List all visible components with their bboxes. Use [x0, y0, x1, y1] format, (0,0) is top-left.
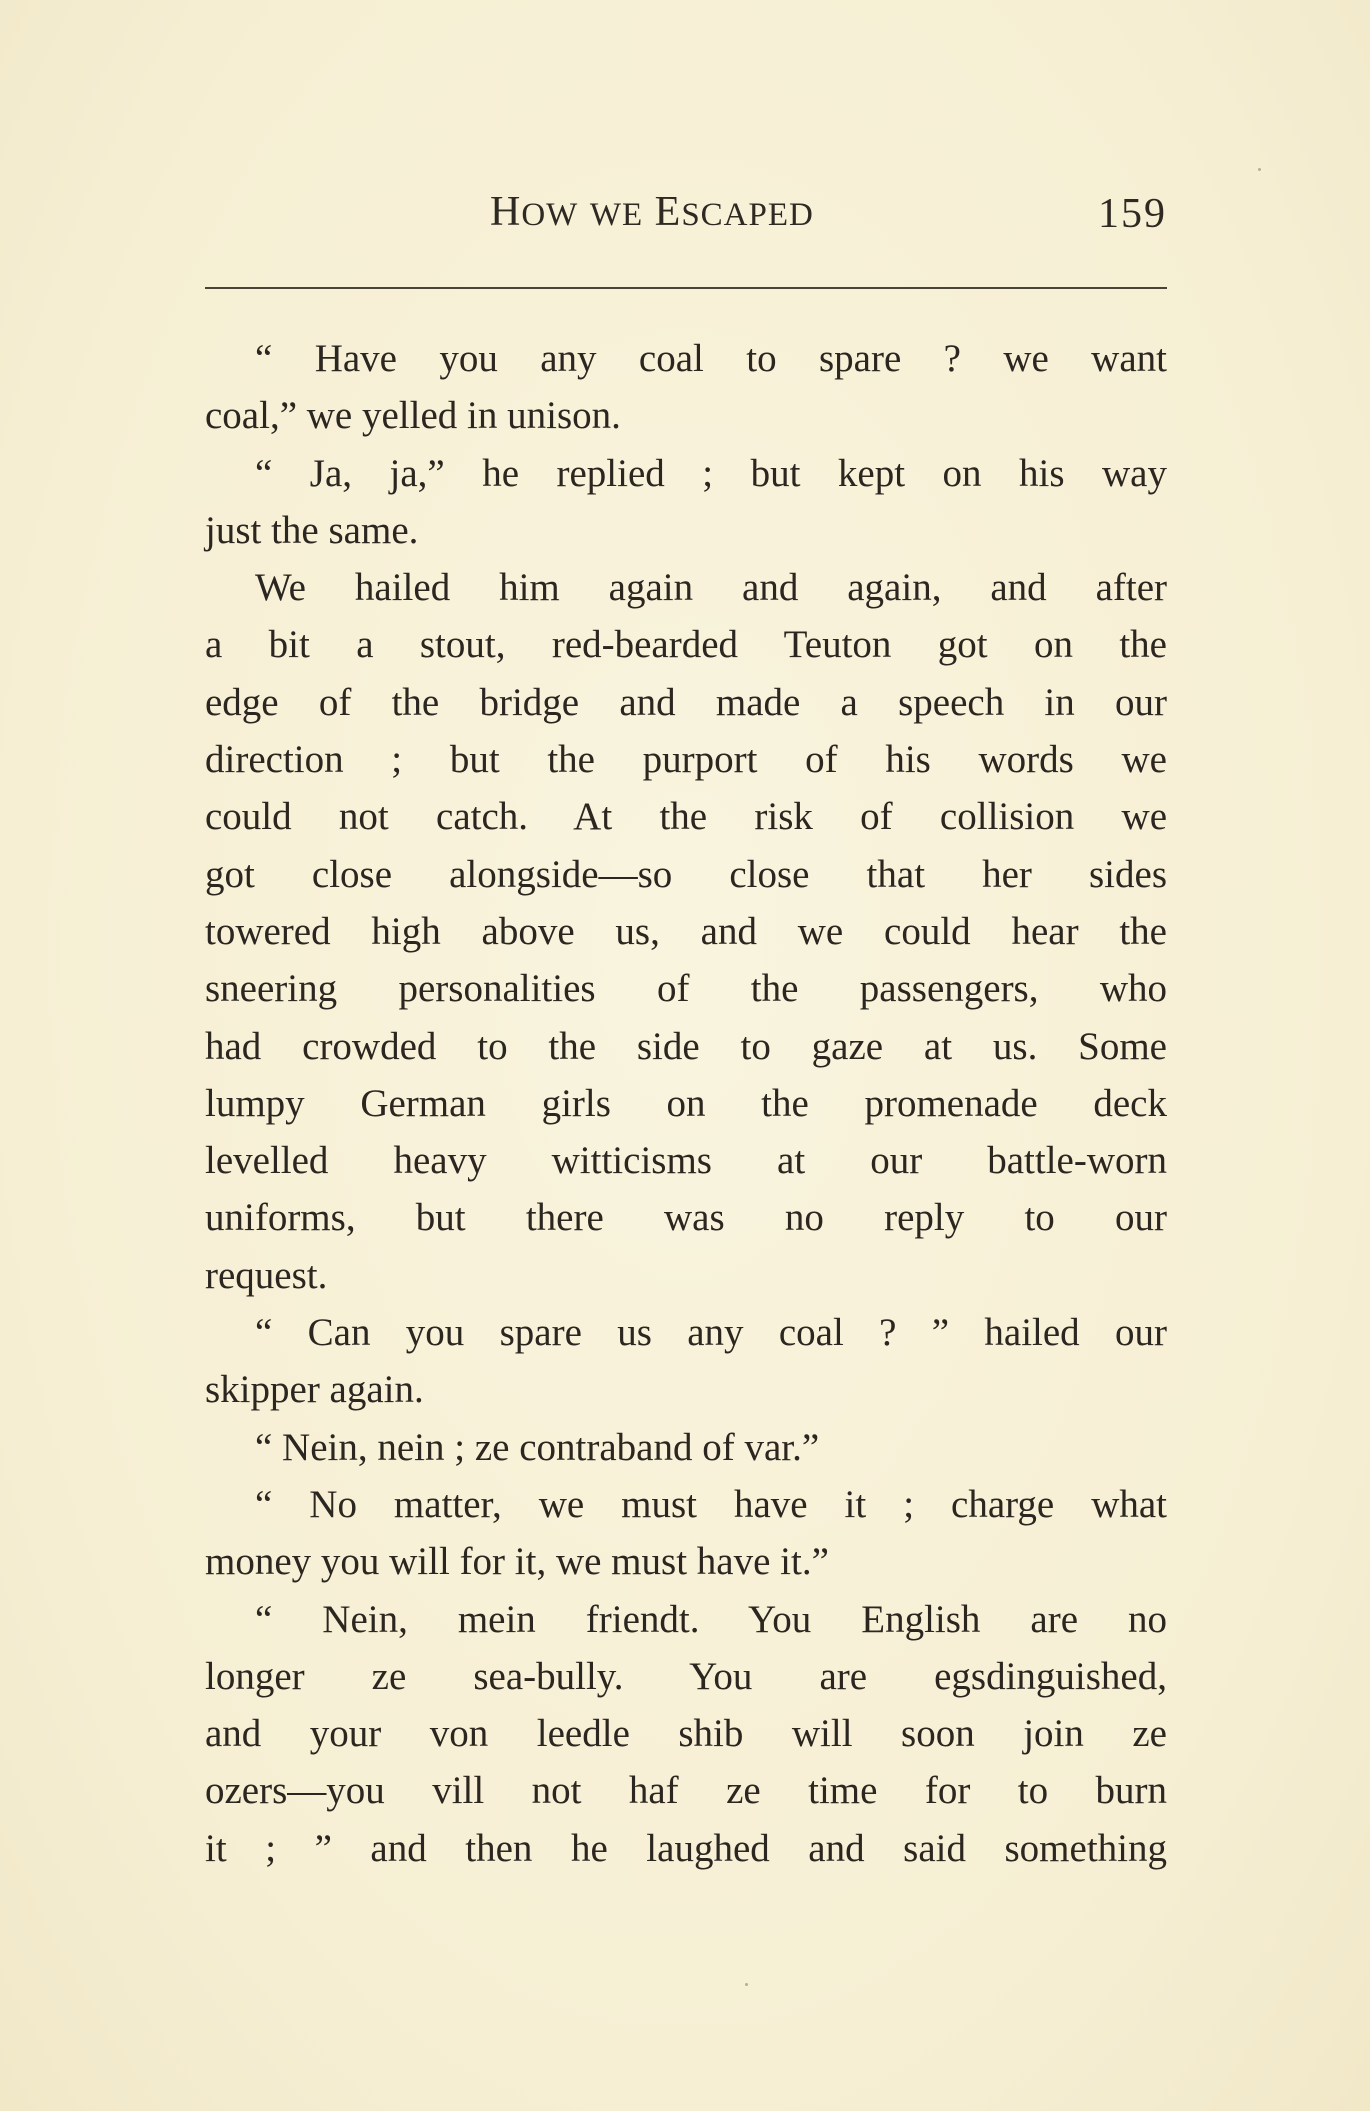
text-line: lumpy German girls on the promenade deck — [205, 1081, 1167, 1125]
text-line: We hailed him again and again, and after — [255, 566, 1167, 610]
text-line: it ; ” and then he laughed and said something — [205, 1826, 1167, 1870]
text-line: money you will for it, we must have it.” — [205, 1540, 829, 1584]
text-line: edge of the bridge and made a speech in our — [205, 680, 1167, 724]
text-line: levelled heavy witticisms at our battle-worn — [205, 1139, 1167, 1183]
text-line: ozers—you vill not haf ze time for to burn — [205, 1769, 1167, 1813]
body-text — [205, 330, 1167, 1877]
text-line: just the same. — [205, 508, 419, 552]
text-line: “ Nein, nein ; ze contraband of var.” — [255, 1425, 820, 1469]
text-line: “ Have you any coal to spare ? we want — [255, 337, 1167, 380]
text-line: longer ze sea-bully. You are egsdinguished, — [205, 1654, 1167, 1698]
paper-speck — [1258, 168, 1261, 171]
page-header — [205, 188, 1167, 248]
text-line: request. — [205, 1253, 328, 1297]
text-line: direction ; but the purport of his words we — [205, 738, 1167, 782]
text-line: got close alongside—so close that her sides — [205, 852, 1167, 896]
text-line: “ Ja, ja,” he replied ; but kept on his way — [255, 451, 1167, 495]
text-line: sneering personalities of the passengers, who — [205, 967, 1167, 1011]
running-head: HOW WE ESCAPED — [490, 189, 814, 235]
text-line: skipper again. — [205, 1368, 424, 1412]
text-line: coal,” we yelled in unison. — [205, 394, 621, 438]
header-rule — [205, 287, 1167, 289]
text-line: had crowded to the side to gaze at us. Some — [205, 1024, 1167, 1068]
page-number: 159 — [1098, 191, 1167, 237]
text-line: “ Nein, mein friendt. You English are no — [255, 1597, 1167, 1641]
text-line: could not catch. At the risk of collision we — [205, 795, 1167, 839]
paper-speck — [745, 1983, 748, 1986]
text-line: uniforms, but there was no reply to our — [205, 1196, 1167, 1240]
text-line: and your von leedle shib will soon join ze — [205, 1712, 1167, 1756]
text-line: towered high above us, and we could hear the — [205, 909, 1167, 953]
text-line: a bit a stout, red-bearded Teuton got on the — [205, 623, 1167, 667]
text-line: “ Can you spare us any coal ? ” hailed our — [255, 1311, 1167, 1355]
text-line: “ No matter, we must have it ; charge what — [255, 1482, 1167, 1526]
